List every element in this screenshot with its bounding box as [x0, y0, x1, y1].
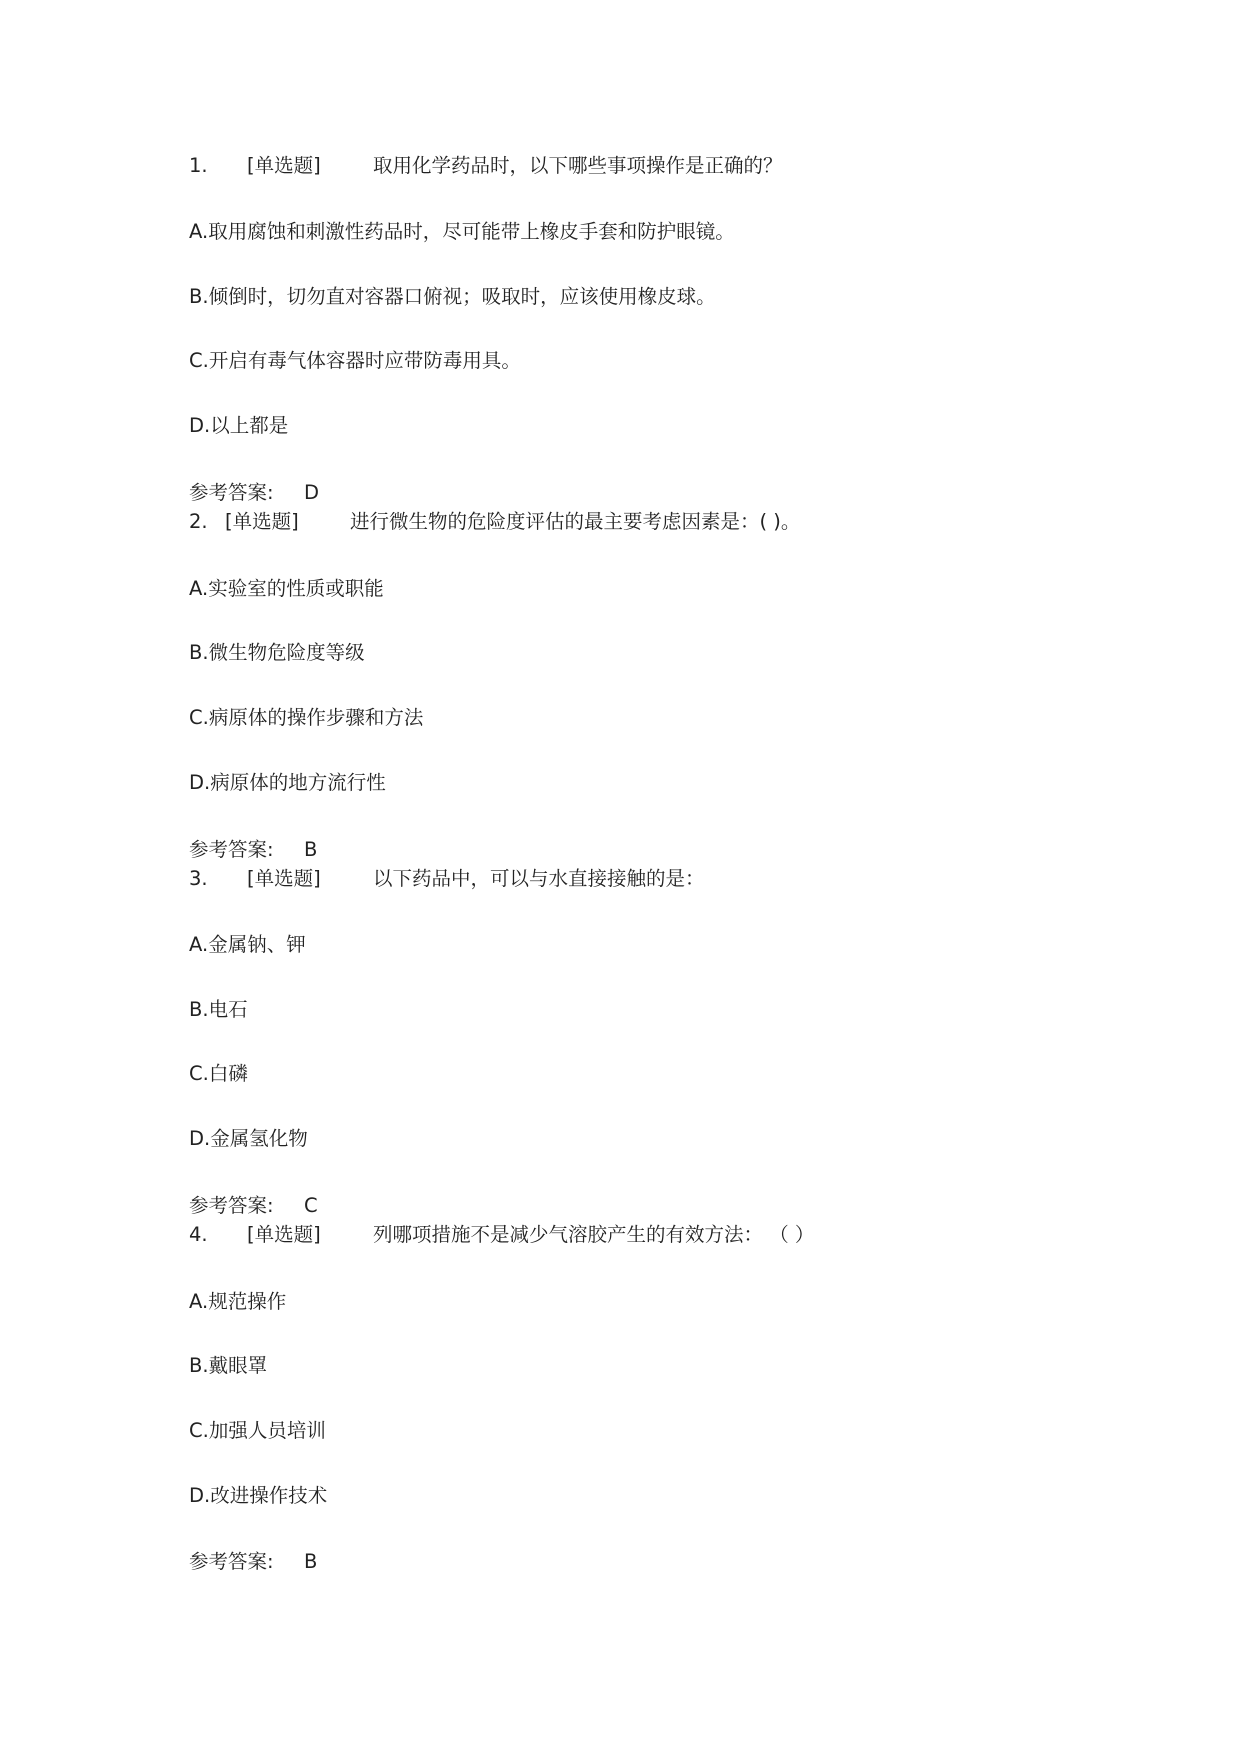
option-a: A.规范操作 — [189, 1290, 287, 1313]
question-type: [单选题] — [247, 867, 321, 890]
answer-value: B — [304, 1550, 318, 1573]
option-d: D.金属氢化物 — [189, 1127, 308, 1150]
answer-label: 参考答案: — [189, 481, 274, 504]
option-c: C.加强人员培训 — [189, 1419, 326, 1442]
question-text: 进行微生物的危险度评估的最主要考虑因素是：( )。 — [350, 510, 801, 533]
question-number: 4. — [189, 1223, 208, 1246]
answer-value: B — [304, 838, 318, 861]
answer-value: C — [304, 1194, 318, 1217]
option-d: D.病原体的地方流行性 — [189, 771, 386, 794]
option-c: C.开启有毒气体容器时应带防毒用具。 — [189, 349, 521, 372]
question-number: 3. — [189, 867, 208, 890]
option-d: D.改进操作技术 — [189, 1484, 328, 1507]
answer-label: 参考答案: — [189, 838, 274, 861]
question-type: [单选题] — [247, 154, 321, 177]
question-type: [单选题] — [225, 510, 299, 533]
question-number: 2. — [189, 510, 208, 533]
option-b: B.戴眼罩 — [189, 1354, 268, 1377]
option-c: C.白磷 — [189, 1062, 248, 1085]
answer-row-3 — [189, 1193, 389, 1219]
question-text: 以下药品中，可以与水直接接触的是： — [373, 867, 705, 890]
question-header-4 — [189, 1222, 889, 1248]
answer-row-4 — [189, 1549, 389, 1575]
option-b: B.电石 — [189, 998, 248, 1021]
option-b: B.微生物危险度等级 — [189, 641, 365, 664]
question-header-3 — [189, 866, 889, 892]
question-type: [单选题] — [247, 1223, 321, 1246]
question-number: 1. — [189, 154, 208, 177]
answer-row-1 — [189, 480, 389, 506]
answer-label: 参考答案: — [189, 1194, 274, 1217]
question-text: 取用化学药品时，以下哪些事项操作是正确的？ — [373, 154, 783, 177]
question-header-1 — [189, 153, 889, 179]
question-header-2 — [189, 509, 889, 535]
option-b: B.倾倒时，切勿直对容器口俯视；吸取时，应该使用橡皮球。 — [189, 285, 716, 308]
question-text: 列哪项措施不是减少气溶胶产生的有效方法： （ ） — [373, 1223, 815, 1246]
answer-value: D — [304, 481, 320, 504]
answer-label: 参考答案: — [189, 1550, 274, 1573]
option-a: A.取用腐蚀和刺激性药品时，尽可能带上橡皮手套和防护眼镜。 — [189, 220, 735, 243]
option-d: D.以上都是 — [189, 414, 289, 437]
answer-row-2 — [189, 837, 389, 863]
option-c: C.病原体的操作步骤和方法 — [189, 706, 424, 729]
option-a: A.实验室的性质或职能 — [189, 577, 384, 600]
option-a: A.金属钠、钾 — [189, 933, 306, 956]
